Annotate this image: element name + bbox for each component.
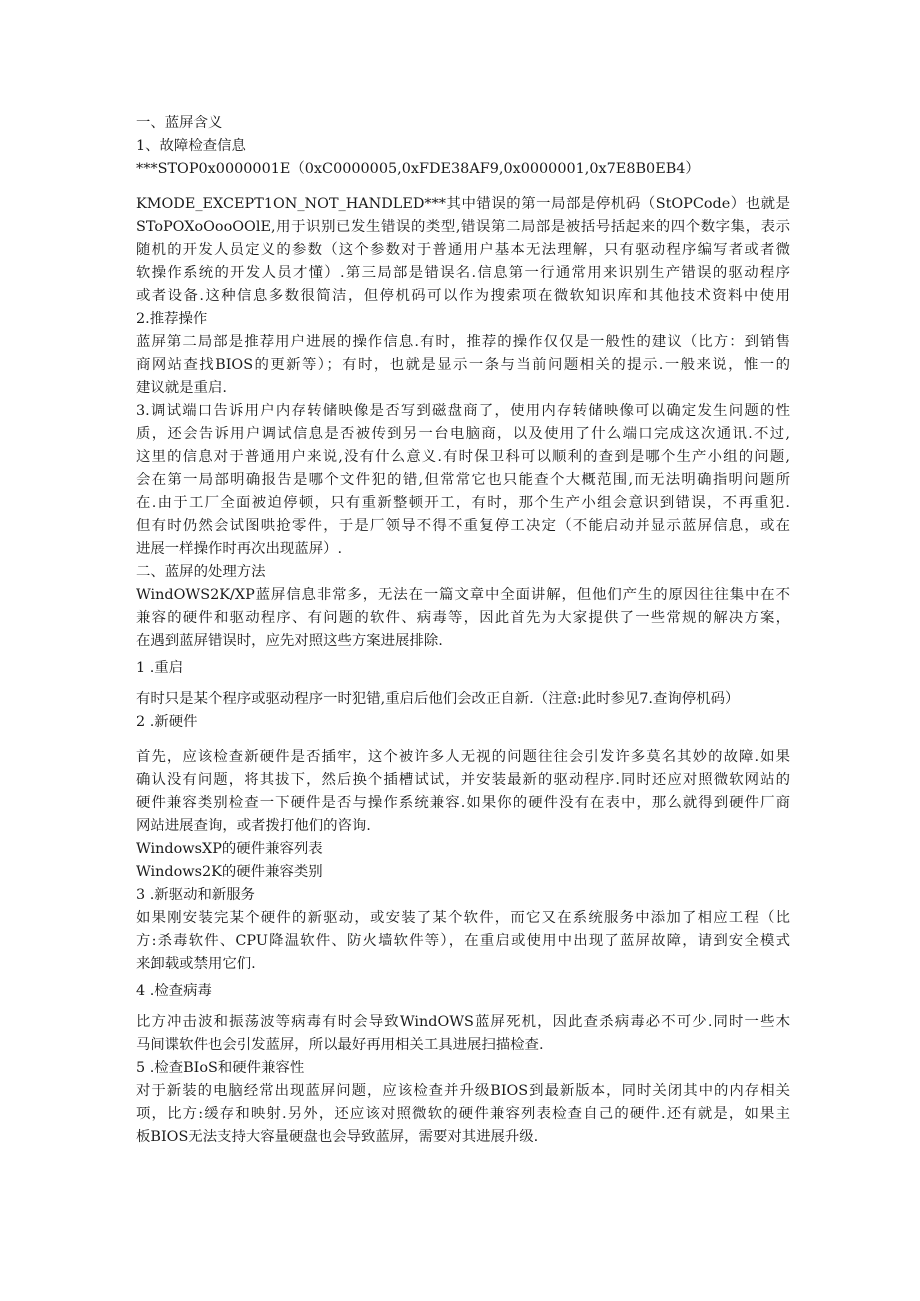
paragraph-line: 板BIOS无法支持大容量硬盘也会导致蓝屏，需要对其进展升级. xyxy=(136,1129,539,1145)
subsection-heading: 3 .新驱动和新服务 xyxy=(136,887,256,903)
compat-list-xp: WindowsXP的硬件兼容列表 xyxy=(136,841,323,857)
paragraph-line: 或者设备.这种信息多数很简洁，但停机码可以作为搜索项在微软知识库和其他技术资料中使用 xyxy=(136,288,790,304)
paragraph xyxy=(136,1080,790,1149)
paragraph-line: 3.调试端口告诉用户内存转储映像是否写到磁盘商了，使用内存转储映像可以确定发生问题的性 xyxy=(136,403,790,419)
paragraph xyxy=(136,907,790,976)
paragraph-line: 兼容的硬件和驱动程序、有问题的软件、病毒等，因此首先为大家提供了一些常规的解决方案， xyxy=(136,610,790,626)
paragraph xyxy=(136,584,790,653)
paragraph-line: 首先，应该检查新硬件是否插牢，这个被许多人无视的问题往往会引发许多莫名其妙的故障.如果 xyxy=(136,749,790,765)
paragraph-line: 建议就是重启. xyxy=(136,380,227,396)
subsection-heading: 1、故障检查信息 xyxy=(136,138,246,154)
section-heading: 一、蓝屏含义 xyxy=(136,115,223,131)
paragraph-line: SToPOXoOooOOlE,用于识别已发生错误的类型,错误第二局部是被括号括起来的四个数字集，表示 xyxy=(136,219,790,235)
paragraph-line: 有时只是某个程序或驱动程序一时犯错,重启后他们会改正自新.（注意:此时参见7.查询停机码） xyxy=(136,691,740,707)
subsection-heading: 2 .新硬件 xyxy=(136,714,198,730)
paragraph-line: KMODE_EXCEPT1ON_NOT_HANDLED***其中错误的第一局部是停机码（StOPCode）也就是 xyxy=(136,196,790,212)
paragraph xyxy=(136,746,790,838)
paragraph-line: WindOWS2K/XP蓝屏信息非常多，无法在一篇文章中全面讲解，但他们产生的原因往往集中在不 xyxy=(136,587,790,603)
subsection-heading: 1 .重启 xyxy=(136,660,184,676)
paragraph-line: 网站进展查询，或者拨打他们的咨询. xyxy=(136,818,371,834)
paragraph-line: 对于新装的电脑经常出现蓝屏问题，应该检查并升级BIOS到最新版本，同时关闭其中的内存相关 xyxy=(136,1083,790,1099)
compat-list-2k: Windows2K的硬件兼容类别 xyxy=(136,864,323,880)
paragraph-line: 在遇到蓝屏错误时，应先对照这些方案进展排除. xyxy=(136,633,443,649)
paragraph-line: 如果刚安装完某个硬件的新驱动，或安装了某个软件，而它又在系统服务中添加了相应工程（比 xyxy=(136,910,790,926)
paragraph-line: 但有时仍然会试图哄抢零件，于是厂领导不得不重复停工决定（不能启动并显示蓝屏信息，或在 xyxy=(136,518,790,534)
paragraph-line: 商网站查找BIOS的更新等）；有时，也就是显示一条与当前问题相关的提示.一般来说，惟一的 xyxy=(136,357,790,373)
paragraph xyxy=(136,400,790,561)
paragraph-line: 在.由于工厂全面被迫停顿，只有重新整顿开工，有时，那个生产小组会意识到错误，不再重犯. xyxy=(136,495,790,511)
paragraph-line: 质，还会告诉用户调试信息是否被传到另一台电脑商，以及使用了什么端口完成这次通讯.不过, xyxy=(136,426,790,442)
paragraph-line: 项，比方:缓存和映射.另外，还应该对照微软的硬件兼容列表检查自己的硬件.还有就是，如果主 xyxy=(136,1106,790,1122)
paragraph-line: 进展一样操作时再次出现蓝屏）. xyxy=(136,541,343,557)
paragraph-line: 硬件兼容类别检查一下硬件是否与操作系统兼容.如果你的硬件没有在表中，那么就得到硬件厂商 xyxy=(136,795,790,811)
paragraph xyxy=(136,331,790,400)
paragraph xyxy=(136,193,790,308)
paragraph-line: 来卸载或禁用它们. xyxy=(136,956,256,972)
paragraph xyxy=(136,1011,790,1057)
subsection-heading: 5 .检查BIoS和硬件兼容性 xyxy=(136,1060,305,1076)
paragraph-line: 随机的开发人员定义的参数（这个参数对于普通用户基本无法理解，只有驱动程序编写者或者微 xyxy=(136,242,790,258)
paragraph-line: 会在第一局部明确报告是哪个文件犯的错,但常常它也只能查个大概范围,而无法明确指明问题所 xyxy=(136,472,790,488)
paragraph-line: 蓝屏第二局部是推荐用户进展的操作信息.有时，推荐的操作仅仅是一般性的建议（比方：到销售 xyxy=(136,334,790,350)
paragraph-line: 软操作系统的开发人员才懂）.第三局部是错误名.信息第一行通常用来识别生产错误的驱动程序 xyxy=(136,265,790,281)
subsection-heading: 4 .检查病毒 xyxy=(136,983,212,999)
paragraph-line: 这里的信息对于普通用户来说,没有什么意义.有时保卫科可以顺利的查到是哪个生产小组的问题, xyxy=(136,449,790,465)
section-heading: 二、蓝屏的处理方法 xyxy=(136,564,266,580)
paragraph-line: 马间谍软件也会引发蓝屏，所以最好再用相关工具进展扫描检查. xyxy=(136,1037,544,1053)
paragraph-line: 方:杀毒软件、CPU降温软件、防火墙软件等），在重启或使用中出现了蓝屏故障，请到安全模式 xyxy=(136,933,790,949)
paragraph-line: 比方冲击波和振荡波等病毒有时会导致WindOWS蓝屏死机，因此查杀病毒必不可少.同时一些木 xyxy=(136,1014,790,1030)
document-body xyxy=(136,112,790,1149)
stop-code-line: ***STOP0x0000001E（0xC0000005,0xFDE38AF9,0x0000001,0x7E8B0EB4） xyxy=(136,161,700,177)
paragraph-line: 确认没有问题，将其拔下，然后换个插槽试试，并安装最新的驱动程序.同时还应对照微软网站的 xyxy=(136,772,790,788)
subsection-heading: 2.推荐操作 xyxy=(136,311,208,327)
